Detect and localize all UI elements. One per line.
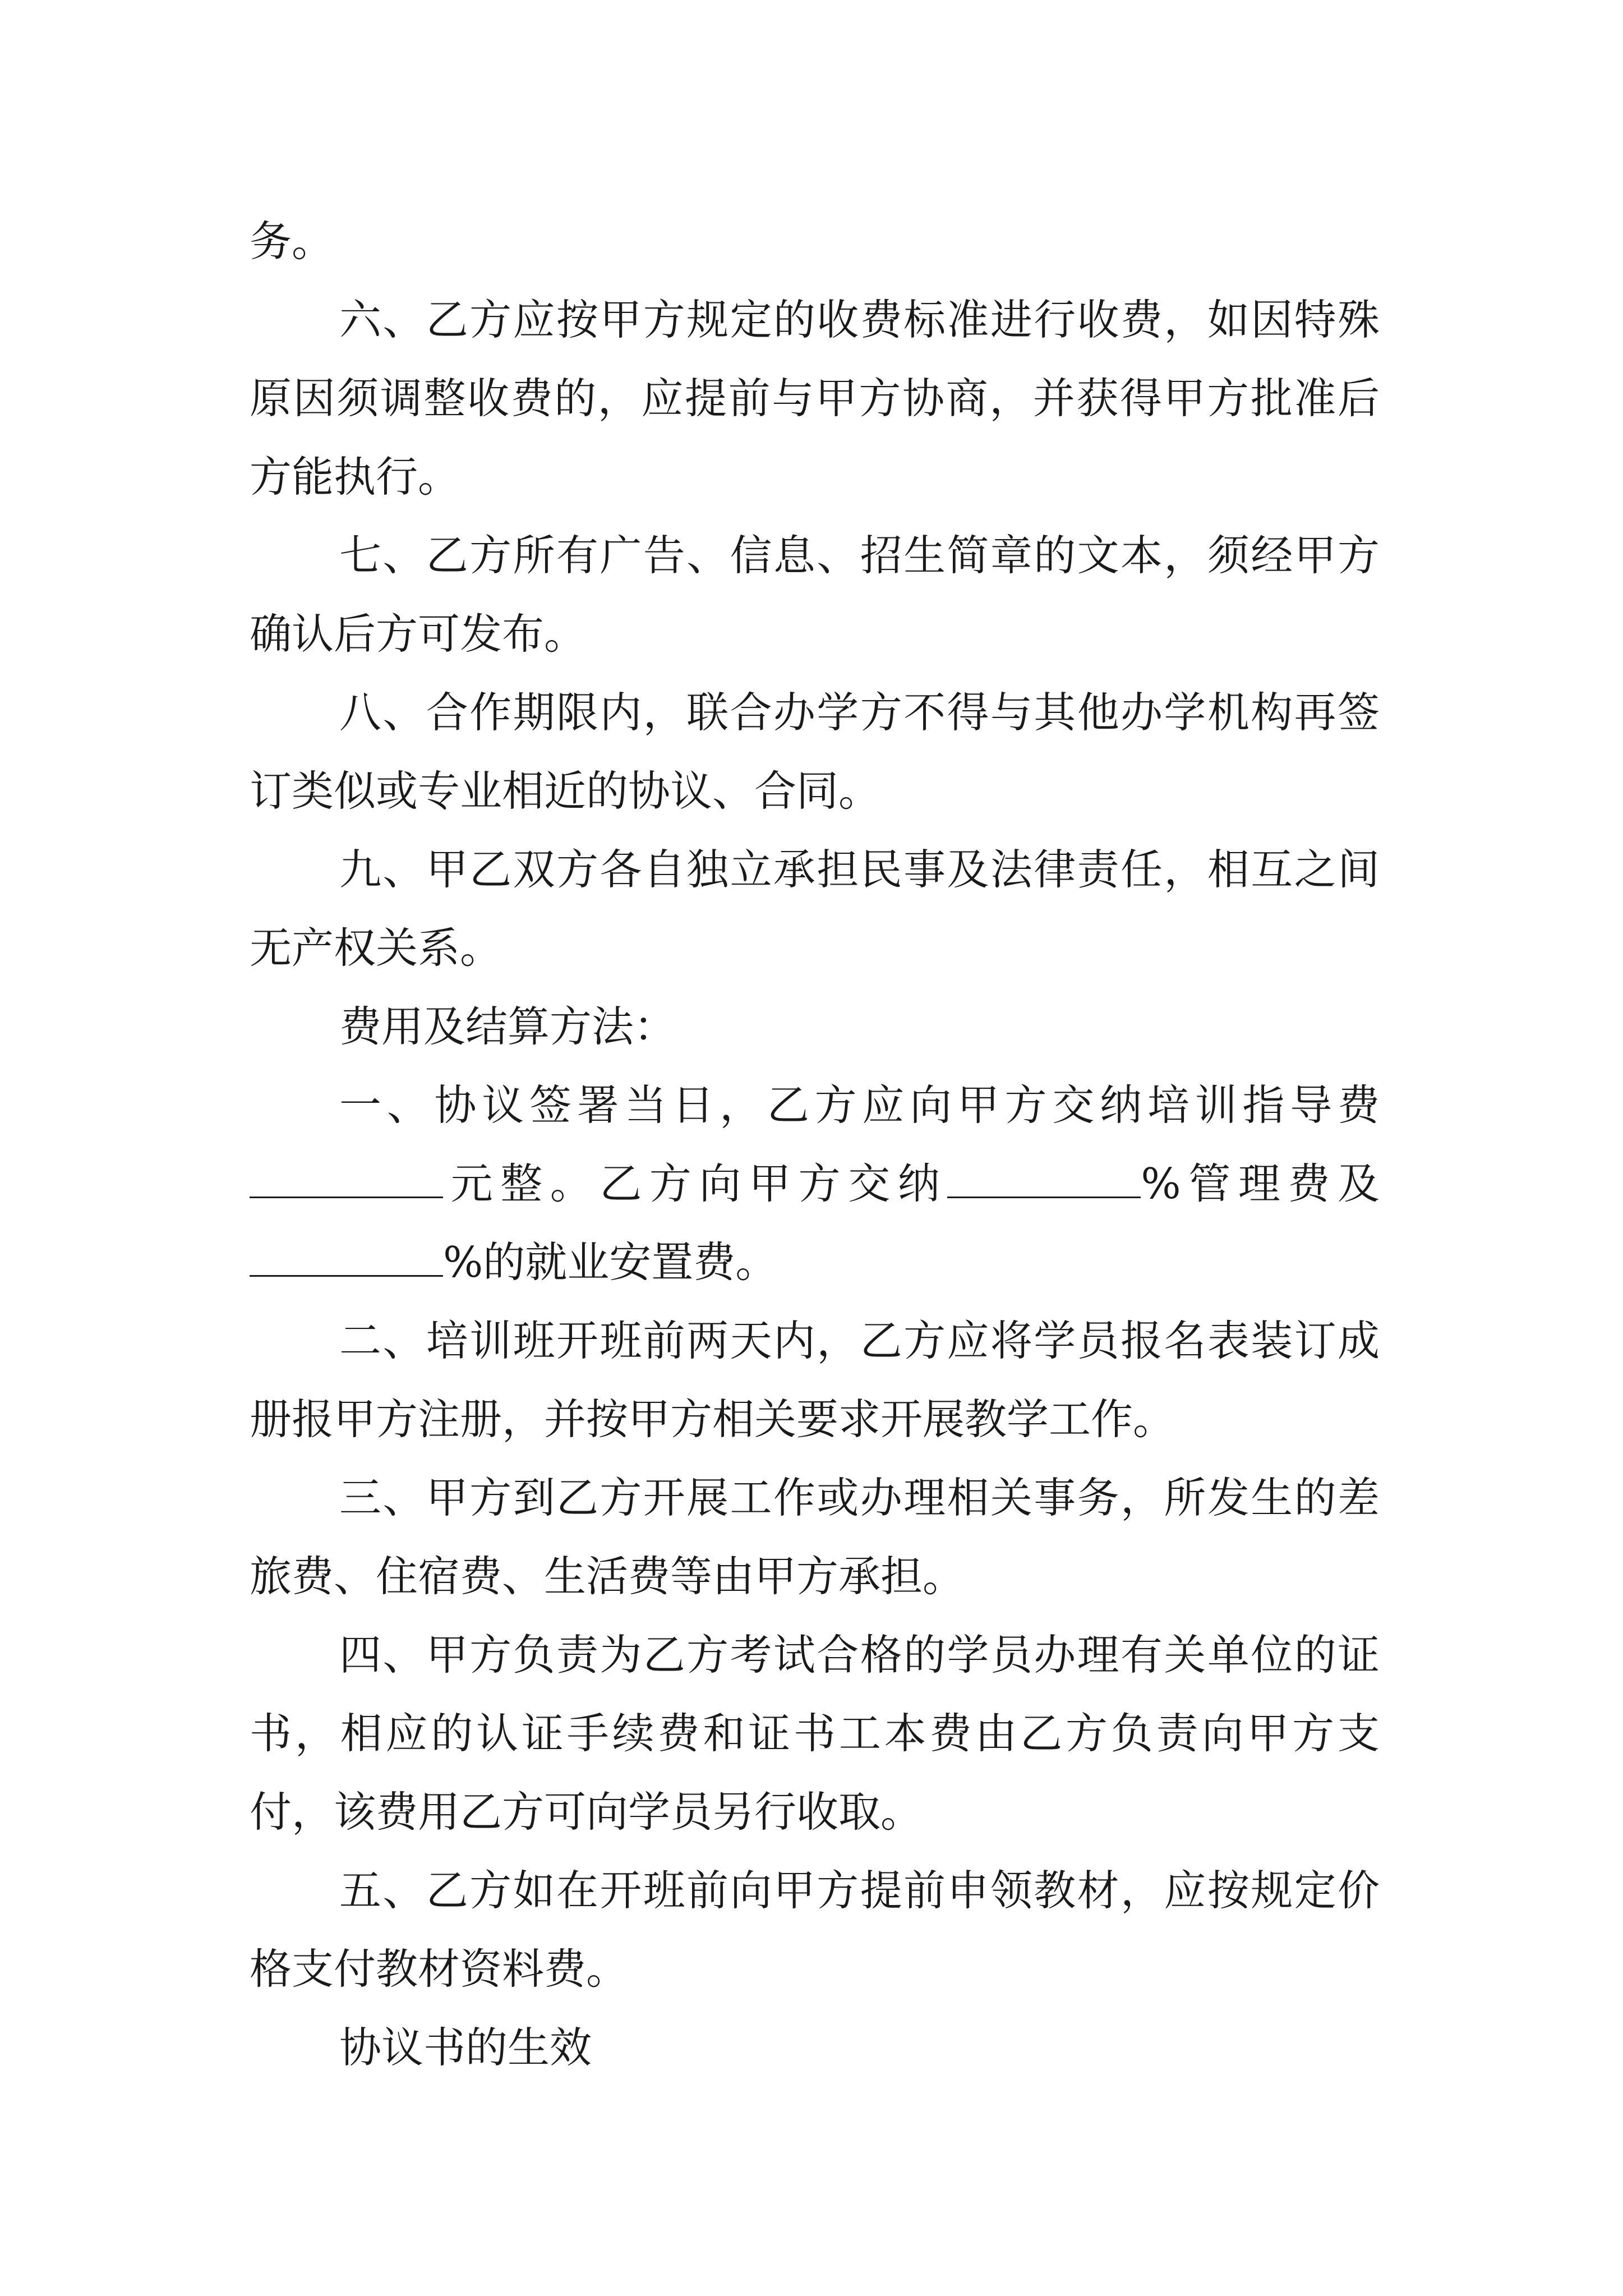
fee-clause-text-1: 一、协议签署当日，乙方应向甲方交纳培训指导费 — [339, 1080, 1380, 1130]
fee-clause-text-4: %的就业安置费。 — [443, 1237, 778, 1287]
paragraph-fee-clause-1 — [250, 1066, 1380, 1301]
section-heading-fees: 费用及结算方法： — [339, 1002, 676, 1051]
paragraph-clause-8: 八、合作期限内，联合办学方不得与其他办学机构再签订类似或专业相近的协议、合同。 — [250, 688, 1380, 816]
section-heading-effectiveness: 协议书的生效 — [339, 2023, 592, 2072]
fee-clause-text-3: %管理费及 — [1141, 1159, 1380, 1208]
document-body — [250, 202, 1380, 2087]
management-fee-blank — [947, 1154, 1141, 1198]
paragraph-clause-6: 六、乙方应按甲方规定的收费标准进行收费，如因特殊原因须调整收费的，应提前与甲方协商，并获得甲方批准后方能执行。 — [250, 295, 1380, 501]
paragraph-fee-clause-2: 二、培训班开班前两天内，乙方应将学员报名表装订成册报甲方注册，并按甲方相关要求开展教学工作。 — [250, 1316, 1380, 1444]
paragraph-fee-clause-3: 三、甲方到乙方开展工作或办理相关事务，所发生的差旅费、住宿费、生活费等由甲方承担。 — [250, 1473, 1380, 1601]
paragraph-clause-7: 七、乙方所有广告、信息、招生简章的文本，须经甲方确认后方可发布。 — [250, 531, 1380, 659]
paragraph-clause-9: 九、甲乙双方各自独立承担民事及法律责任，相互之间无产权关系。 — [250, 845, 1380, 973]
paragraph-continuation: 务。 — [250, 217, 334, 266]
fee-clause-text-2: 元整。乙方向甲方交纳 — [443, 1159, 948, 1208]
employment-fee-blank — [250, 1233, 443, 1277]
paragraph-fee-clause-5: 五、乙方如在开班前向甲方提前申领教材，应按规定价格支付教材资料费。 — [250, 1866, 1380, 1994]
training-fee-blank — [250, 1154, 443, 1198]
paragraph-fee-clause-4: 四、甲方负责为乙方考试合格的学员办理有关单位的证书，相应的认证手续费和证书工本费由乙方负责向甲方支付，该费用乙方可向学员另行收取。 — [250, 1630, 1380, 1837]
